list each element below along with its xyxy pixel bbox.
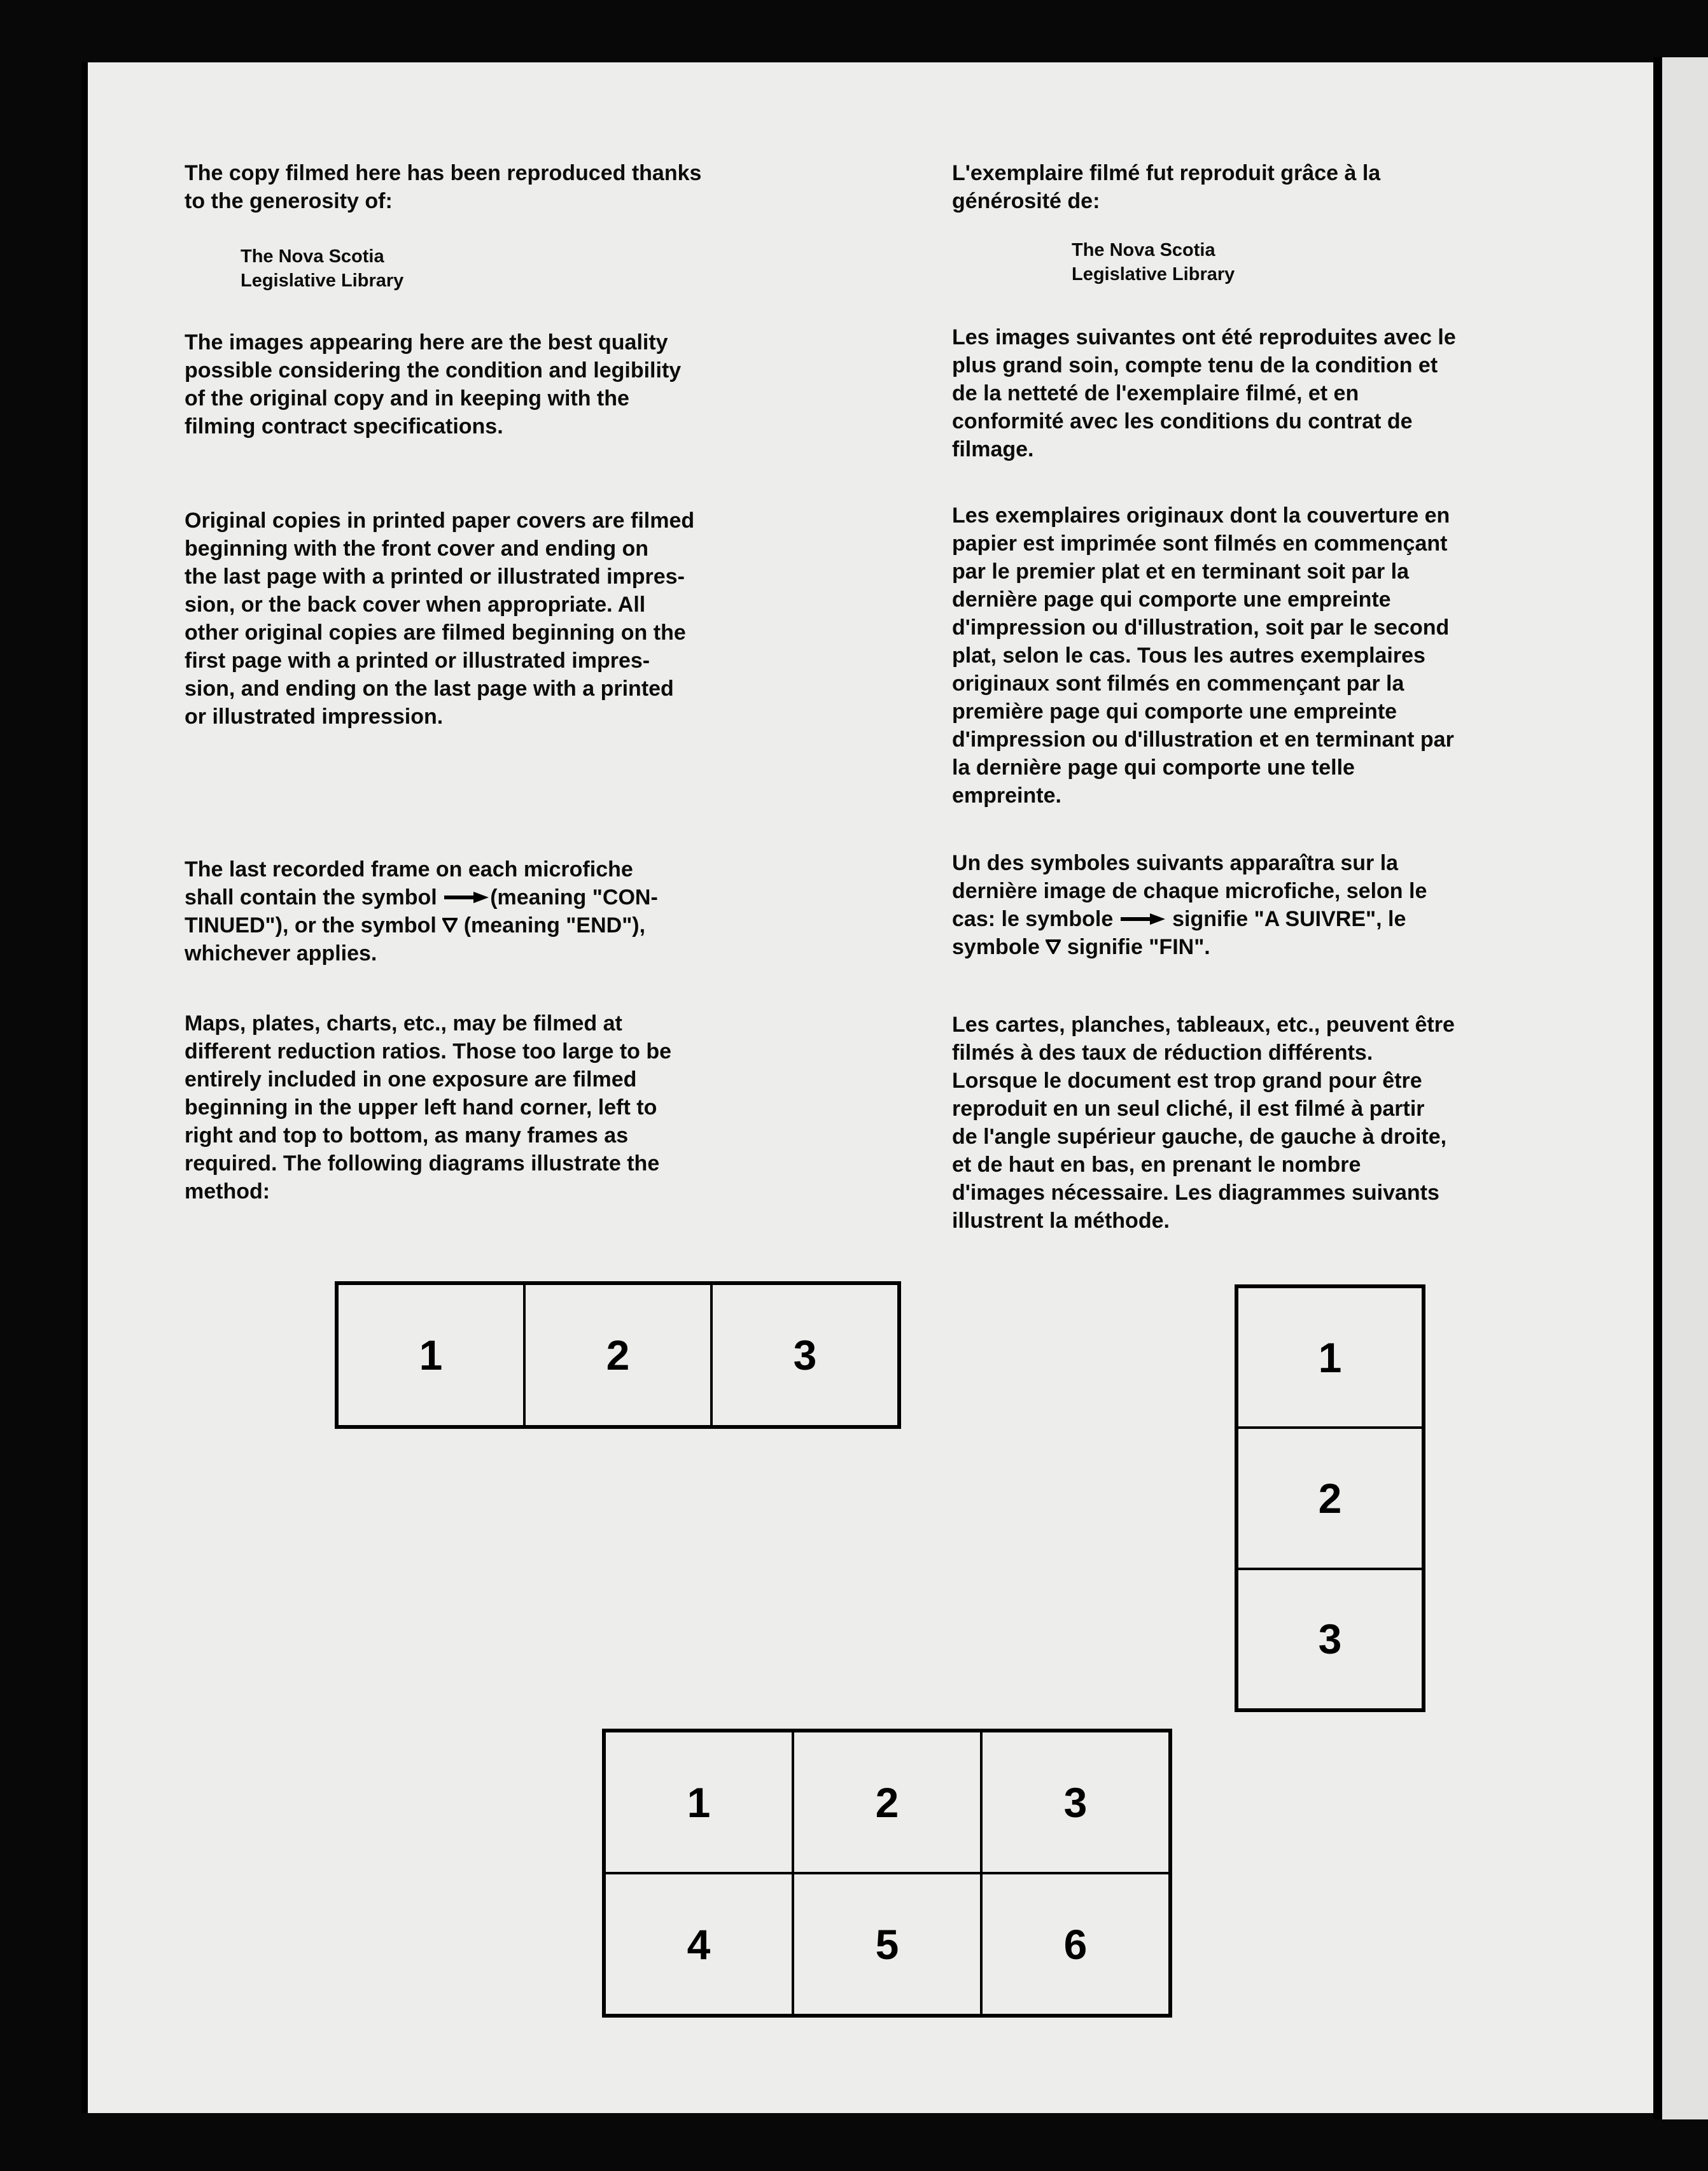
originals-paragraph-fr: Les exemplaires originaux dont la couverture en papier est imprimée sont filmés en commençant par le premier plat et en terminant soit par la dernière page qui comporte une empreinte d'impression ou d'illustration, soit par le second plat, selon le cas. Tous les autres exemplaires originaux sont filmés en commençant par la première page qui comporte une empreinte d'impression ou d'illustration et en terminant par la dernière page qui comporte une telle empreinte. [952,503,1454,808]
quality-paragraph-en: The images appearing here are the best quality possible considering the condition and legibility of the original copy and in keeping with the filming contract specifications. [185,330,682,439]
frame-cell: 4 [605,1873,793,2015]
originals-paragraph-en: Original copies in printed paper covers are filmed beginning with the front cover and ending on the last page with a printed or illustrated impres- sion, or the back cover when appropriate. All other original copies are filmed beginning on the first page with a printed or illustrated impres- sion, and ending on the last page with a printed or illustrated impression. [185,509,695,729]
frame-cell: 2 [793,1731,981,1873]
symbols-text-2: signifie "A SUIVRE", le symbole [952,907,1406,959]
frame-cell: 5 [793,1873,981,2015]
frame-cell: 1 [605,1731,793,1873]
arrow-right-icon [1119,912,1166,926]
frame-cell: 2 [524,1284,711,1426]
diagram-grid-layout [602,1729,1172,2018]
frame-cell: 3 [711,1284,899,1426]
frame-cell: 1 [337,1284,524,1426]
triangle-down-icon [442,917,458,932]
symbols-text-1: Un des symboles suivants apparaîtra sur la dernière image de chaque microfiche, selon le cas: le symbole [952,851,1427,931]
maps-paragraph-fr: Les cartes, planches, tableaux, etc., peuvent être filmés à des taux de réduction différents. Lorsque le document est trop grand pour être reproduit en un seul cliché, il est filmé à partir de l'angle supérieur gauche, de gauche à droite, et de haut en bas, en prenant le nombre d'images nécessaire. Les diagrammes suivants illustrent la méthode. [952,1013,1455,1233]
intro-en: The copy filmed here has been reproduced thanks to the generosity of: [185,161,702,213]
frame-cell: 2 [1237,1428,1423,1568]
triangle-down-icon [1046,939,1061,954]
symbols-text-3: signifie "FIN". [1061,935,1210,959]
diagram-row-layout [335,1281,901,1429]
intro-fr: L'exemplaire filmé fut reproduit grâce à la générosité de: [952,161,1381,213]
quality-paragraph-fr: Les images suivantes ont été reproduites avec le plus grand soin, compte tenu de la condition et de la netteté de l'exemplaire filmé, et en conformité avec les conditions du contrat de filmage. [952,325,1456,461]
diagram-column-layout [1235,1284,1425,1712]
library-name-fr: The Nova Scotia Legislative Library [1072,240,1235,285]
symbols-paragraph-fr [952,849,1427,961]
symbols-text-2: (meaning "CON- TINUED"), or the symbol [185,885,658,938]
right-frame-border [1653,57,1662,2119]
frame-cell: 6 [981,1873,1170,2015]
symbols-text-1: The last recorded frame on each microfiche shall contain the symbol [185,857,633,910]
maps-paragraph-en: Maps, plates, charts, etc., may be filmed at different reduction ratios. Those too large to be entirely included in one exposure are filmed beginning in the upper left hand corner, left to right and top to bottom, as many frames as required. The following diagrams illustrate the method: [185,1011,672,1204]
library-name-en: The Nova Scotia Legislative Library [241,246,404,291]
frame-cell: 3 [981,1731,1170,1873]
arrow-right-icon [443,890,490,904]
frame-cell: 1 [1237,1287,1423,1428]
symbols-paragraph-en [185,855,658,967]
symbols-text-3: (meaning "END"), whichever applies. [185,913,646,966]
frame-cell: 3 [1237,1569,1423,1710]
page-edge [1662,57,1708,2119]
